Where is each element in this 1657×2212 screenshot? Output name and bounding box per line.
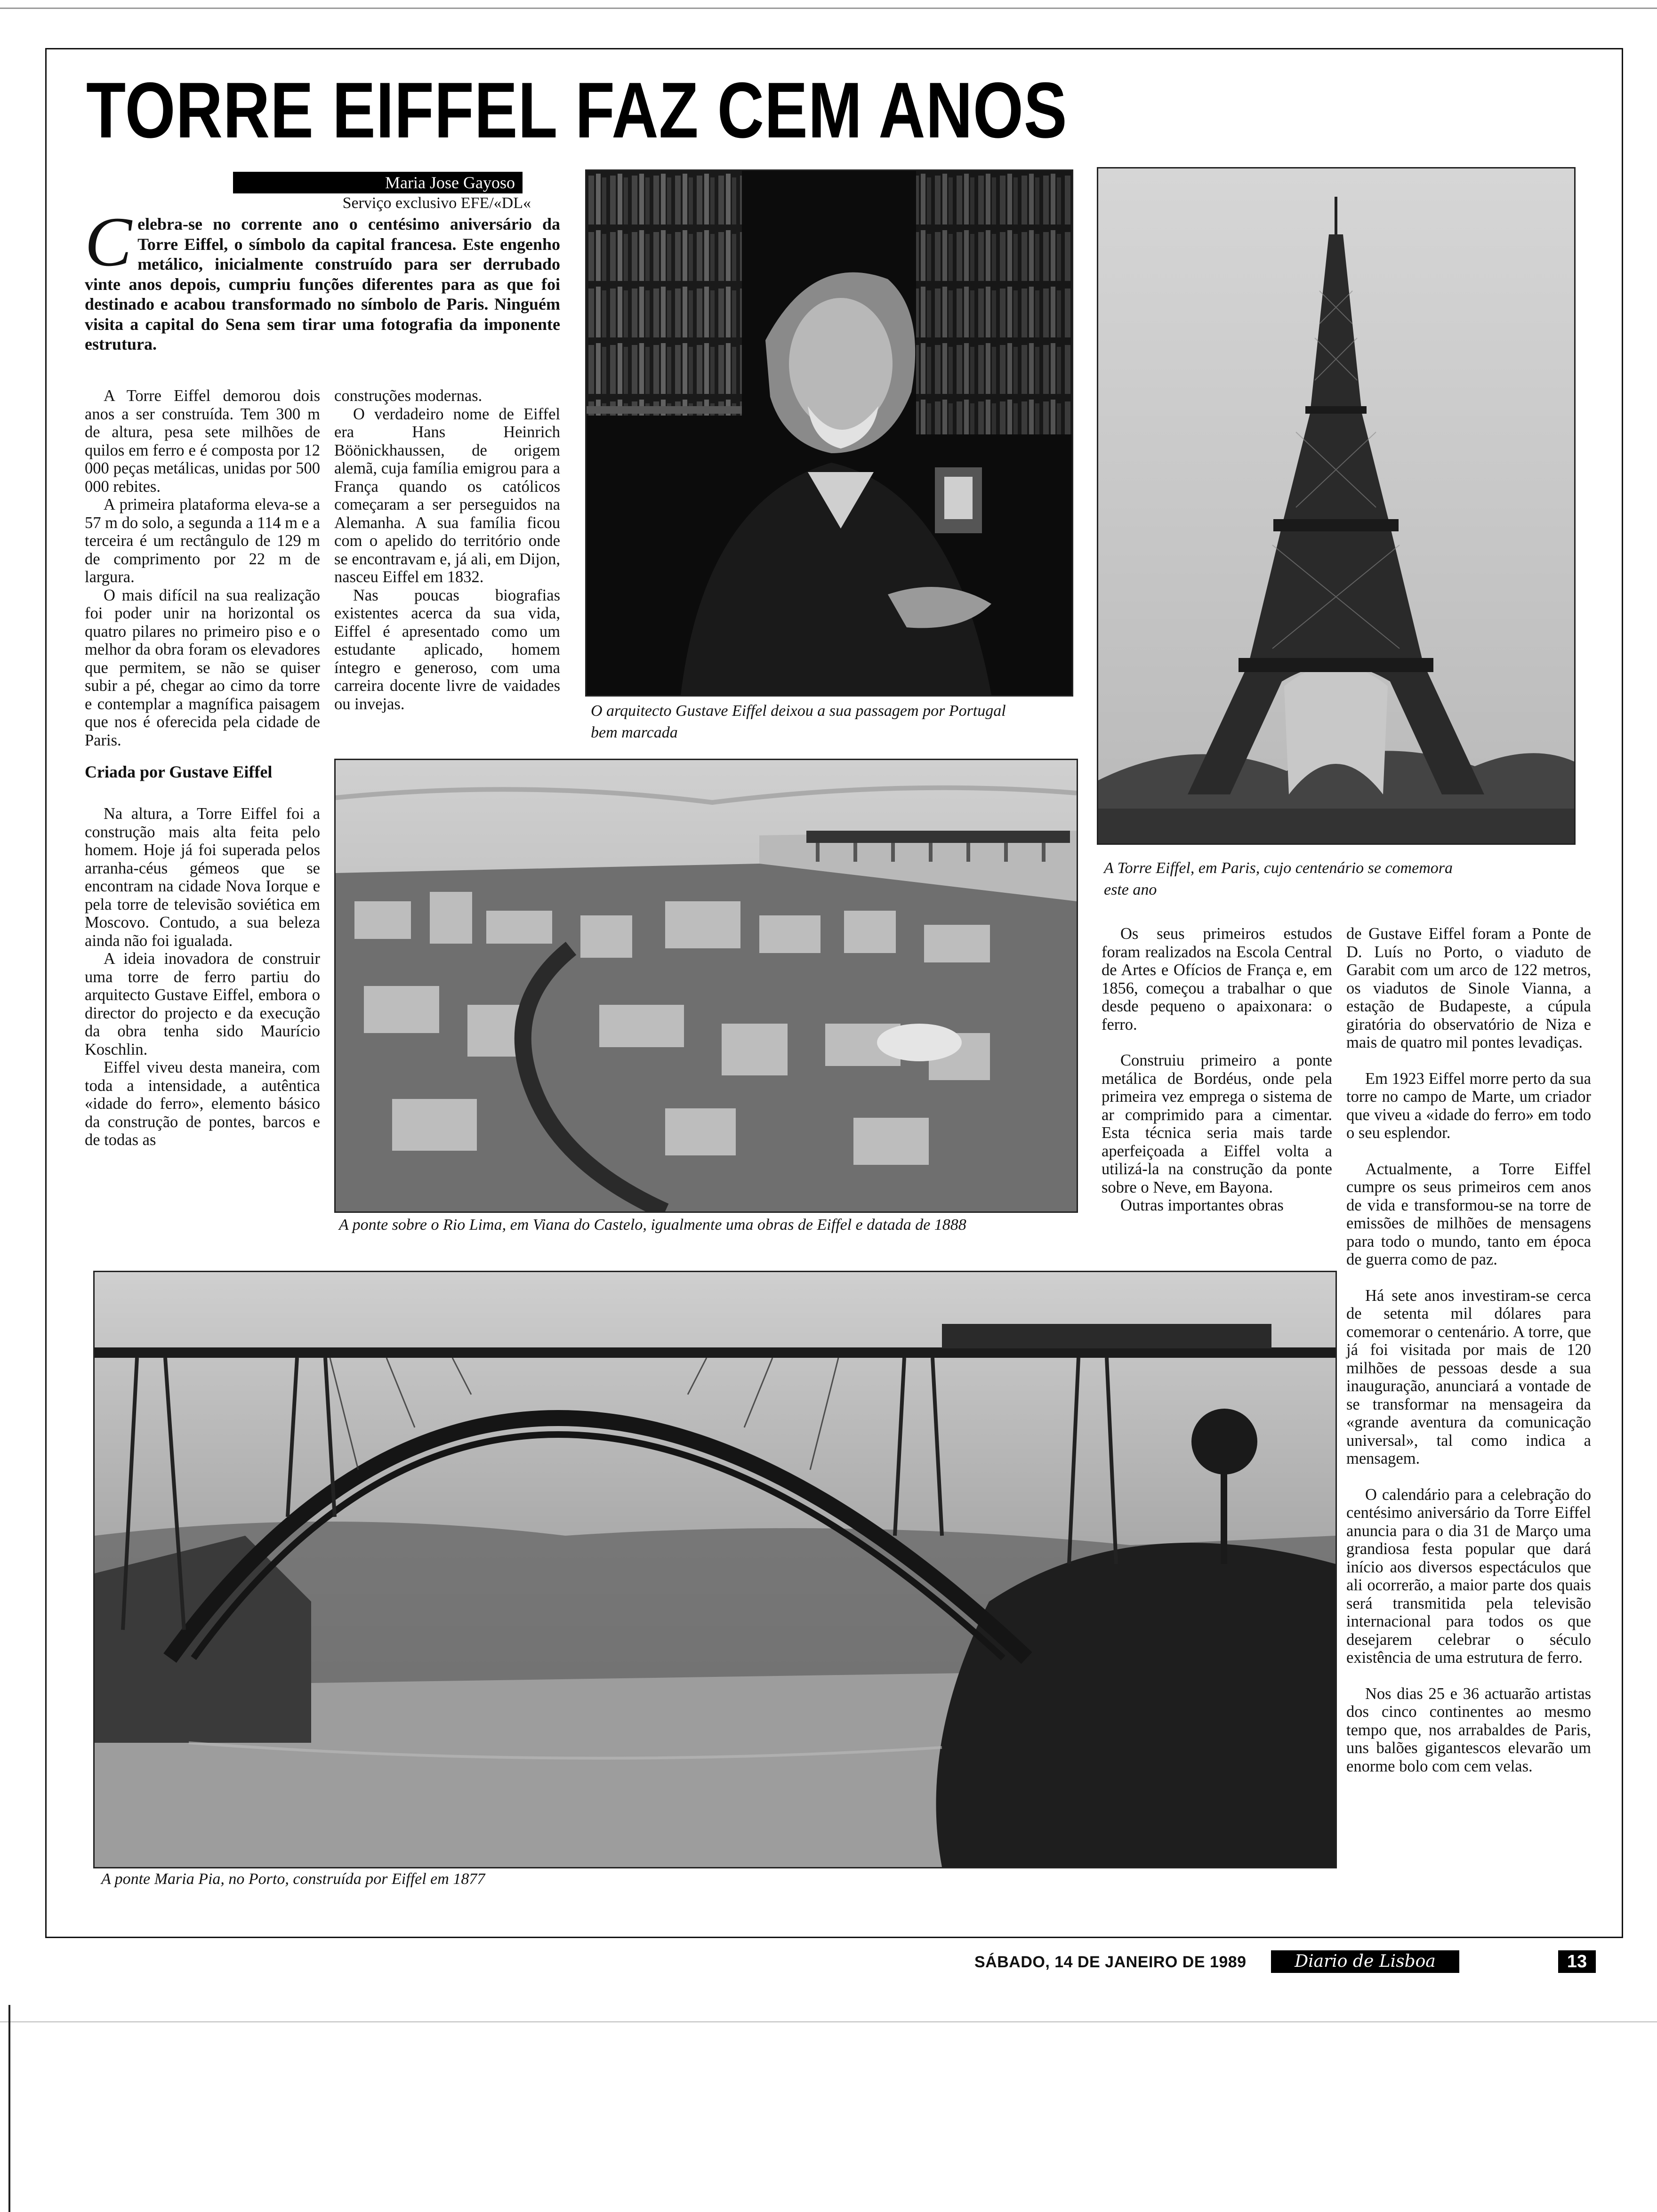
column-1 [85, 387, 320, 1149]
col3-paragraph: Outras importantes obras [1120, 1196, 1284, 1214]
caption-portrait: O arquitecto Gustave Eiffel deixou a sua passagem por Portugal bem marcada [591, 702, 1006, 741]
col1-paragraph: A Torre Eiffel demorou dois anos a ser construída. Tem 300 m de altura, pesa sete milhões de quilos em ferro e é composta por 12 000 peças metálicas, unidas por 500 000 rebites. [85, 387, 320, 496]
photo-gustave-eiffel [585, 169, 1073, 697]
col2-paragraph: O verdadeiro nome de Eiffel era Hans Heinrich Böönickhaussen, de origem alemã, cuja família emigrou para a França quando os católicos começaram a ser perseguidos na Alemanha. A sua família ficou com o apelido do território onde se encontravam e, já ali, em Dijon, nasceu Eiffel em 1832. [334, 405, 560, 586]
col2-paragraph: construções modernas. [334, 387, 483, 405]
page-number: 13 [1558, 1950, 1596, 1973]
column-3 [1102, 925, 1332, 1215]
col1-paragraph: A primeira plataforma eleva-se a 57 m do solo, a segunda a 114 m e a terceira é um rectângulo de 129 m de comprimento por 22 m de largura. [85, 496, 320, 586]
subhead: Criada por Gustave Eiffel [85, 762, 273, 781]
scan-edge-mark [8, 2005, 10, 2212]
col1-paragraph: O mais difícil na sua realização foi poder unir na horizontal os quatro pilares no primeiro piso e o melhor da obra foram os elevadores que permitem, se não se quiser subir a pé, chegar ao cimo da torre e contemplar a magnífica paisagem que nos é oferecida pela cidade de Paris. [85, 586, 320, 749]
col4-paragraph: de Gustave Eiffel foram a Ponte de D. Luís no Porto, o viaduto de Garabit com um arco de 122 metros, os viadutos de Sinole Vianna, a estação de Budapeste, a cúpula giratória do observatório de Niza e mais de quatro mil pontes levadiças. [1346, 925, 1591, 1051]
viana-bridge-image [336, 760, 1077, 1211]
col4-paragraph: Em 1923 Eiffel morre perto da sua torre no campo de Marte, um criador que viveu a «idade do ferro» em todo o seu esplendor. [1346, 1069, 1591, 1142]
col1-paragraph: Eiffel viveu desta maneira, com toda a intensidade, a autêntica «idade do ferro», elemento básico da construção de pontes, barcos e de todas as [85, 1058, 320, 1149]
caption-eiffel-tower: A Torre Eiffel, em Paris, cujo centenário se comemora este ano [1104, 859, 1453, 898]
col3-paragraph: Os seus primeiros estudos foram realizados na Escola Central de Artes e Ofícios de França e, em 1856, começou a trabalhar o que desde pequeno o apaixonara: o ferro. [1102, 925, 1332, 1034]
photo-eiffel-tower [1097, 167, 1576, 845]
col4-paragraph: Actualmente, a Torre Eiffel cumpre os seus primeiros cem anos de vida e transformou-se na torre de emissões de milhões de mensagens para todo o mundo, tanto em época de guerra como de paz. [1346, 1160, 1591, 1268]
headline: TORRE EIFFEL FAZ CEM ANOS [86, 66, 1068, 154]
photo-viana-do-castelo [334, 759, 1078, 1213]
col4-paragraph: O calendário para a celebração do centésimo aniversário da Torre Eiffel anuncia para o dia 31 de Março uma grandiosa festa popular que dará início aos diversos espectáculos que ali ocorrerão, a maior parte dos quais será transmitida pela televisão internacional para todos os que desejarem celebrar o século existência de uma estrutura de ferro. [1346, 1485, 1591, 1667]
column-4 [1346, 925, 1591, 1775]
footer-date: SÁBADO, 14 DE JANEIRO DE 1989 [974, 1953, 1247, 1971]
photo-ponte-maria-pia [93, 1271, 1337, 1868]
col1-paragraph: Na altura, a Torre Eiffel foi a construção mais alta feita pelo homem. Hoje já foi superada pelos arranha-céus gémeos que se encontram na cidade Nova Iorque e pela torre de televisão soviética em Moscovo. Contudo, a sua beleza ainda não foi igualada. [85, 805, 320, 950]
top-rule [0, 8, 1657, 9]
col4-paragraph: Há sete anos investiram-se cerca de setenta mil dólares para comemorar o centenário. A torre, que já foi visitada por mais de 120 milhões de pessoas desde a sua inauguração, anunciará a vontade de se transformar na mensageira da «grande aventura da comunicação universal», tal como indica a mensagem. [1346, 1286, 1591, 1467]
masthead-logo: Diario de Lisboa [1271, 1950, 1459, 1973]
drop-cap: C [85, 203, 132, 281]
lead-text: elebra-se no corrente ano o centésimo aniversário da Torre Eiffel, o símbolo da capital francesa. Este engenho metálico, inicialmente construído para ser derrubado vinte anos depois, cumpriu funções diferentes para as que foi destinado e acabou transformado no símbolo de Paris. Ninguém visita a capital do Sena sem tirar uma fotografia da imponente estrutura. [85, 215, 560, 353]
col2-paragraph: Nas poucas biografias existentes acerca da sua vida, Eiffel é apresentado como um estudante aplicado, homem íntegro e generoso, com uma carreira docente livre de vaidades ou invejas. [334, 586, 560, 713]
caption-maria-pia: A ponte Maria Pia, no Porto, construída por Eiffel em 1877 [101, 1870, 485, 1888]
byline-author: Maria Jose Gayoso [233, 172, 523, 193]
portrait-image [587, 171, 1072, 695]
col4-paragraph: Nos dias 25 e 36 actuarão artistas dos cinco continentes ao mesmo tempo que, nos arrabaldes de Paris, uns balões gigantescos elevarão um enorme bolo com cem velas. [1346, 1684, 1591, 1775]
col3-paragraph: Construiu primeiro a ponte metálica de Bordéus, onde pela primeira vez emprega o sistema de ar comprimido para a cimentar. Esta técnica seria mais tarde aperfeiçoada a Eiffel volta a utilizá-la na construção da ponte sobre o Neve, em Bayona. [1102, 1051, 1332, 1196]
col1-paragraph: A ideia inovadora de construir uma torre de ferro partiu do arquitecto Gustave Eiffel, embora o director do projecto e da execução da obra tenha sido Maurício Koschlin. [85, 950, 320, 1058]
bottom-rule [0, 2021, 1657, 2022]
maria-pia-bridge-image [95, 1272, 1335, 1867]
caption-viana: A ponte sobre o Rio Lima, em Viana do Castelo, igualmente uma obras de Eiffel e datada de 1888 [339, 1216, 966, 1234]
column-2 [334, 387, 560, 713]
eiffel-tower-image [1098, 168, 1574, 843]
byline-service: Serviço exclusivo EFE/«DL« [342, 194, 531, 212]
